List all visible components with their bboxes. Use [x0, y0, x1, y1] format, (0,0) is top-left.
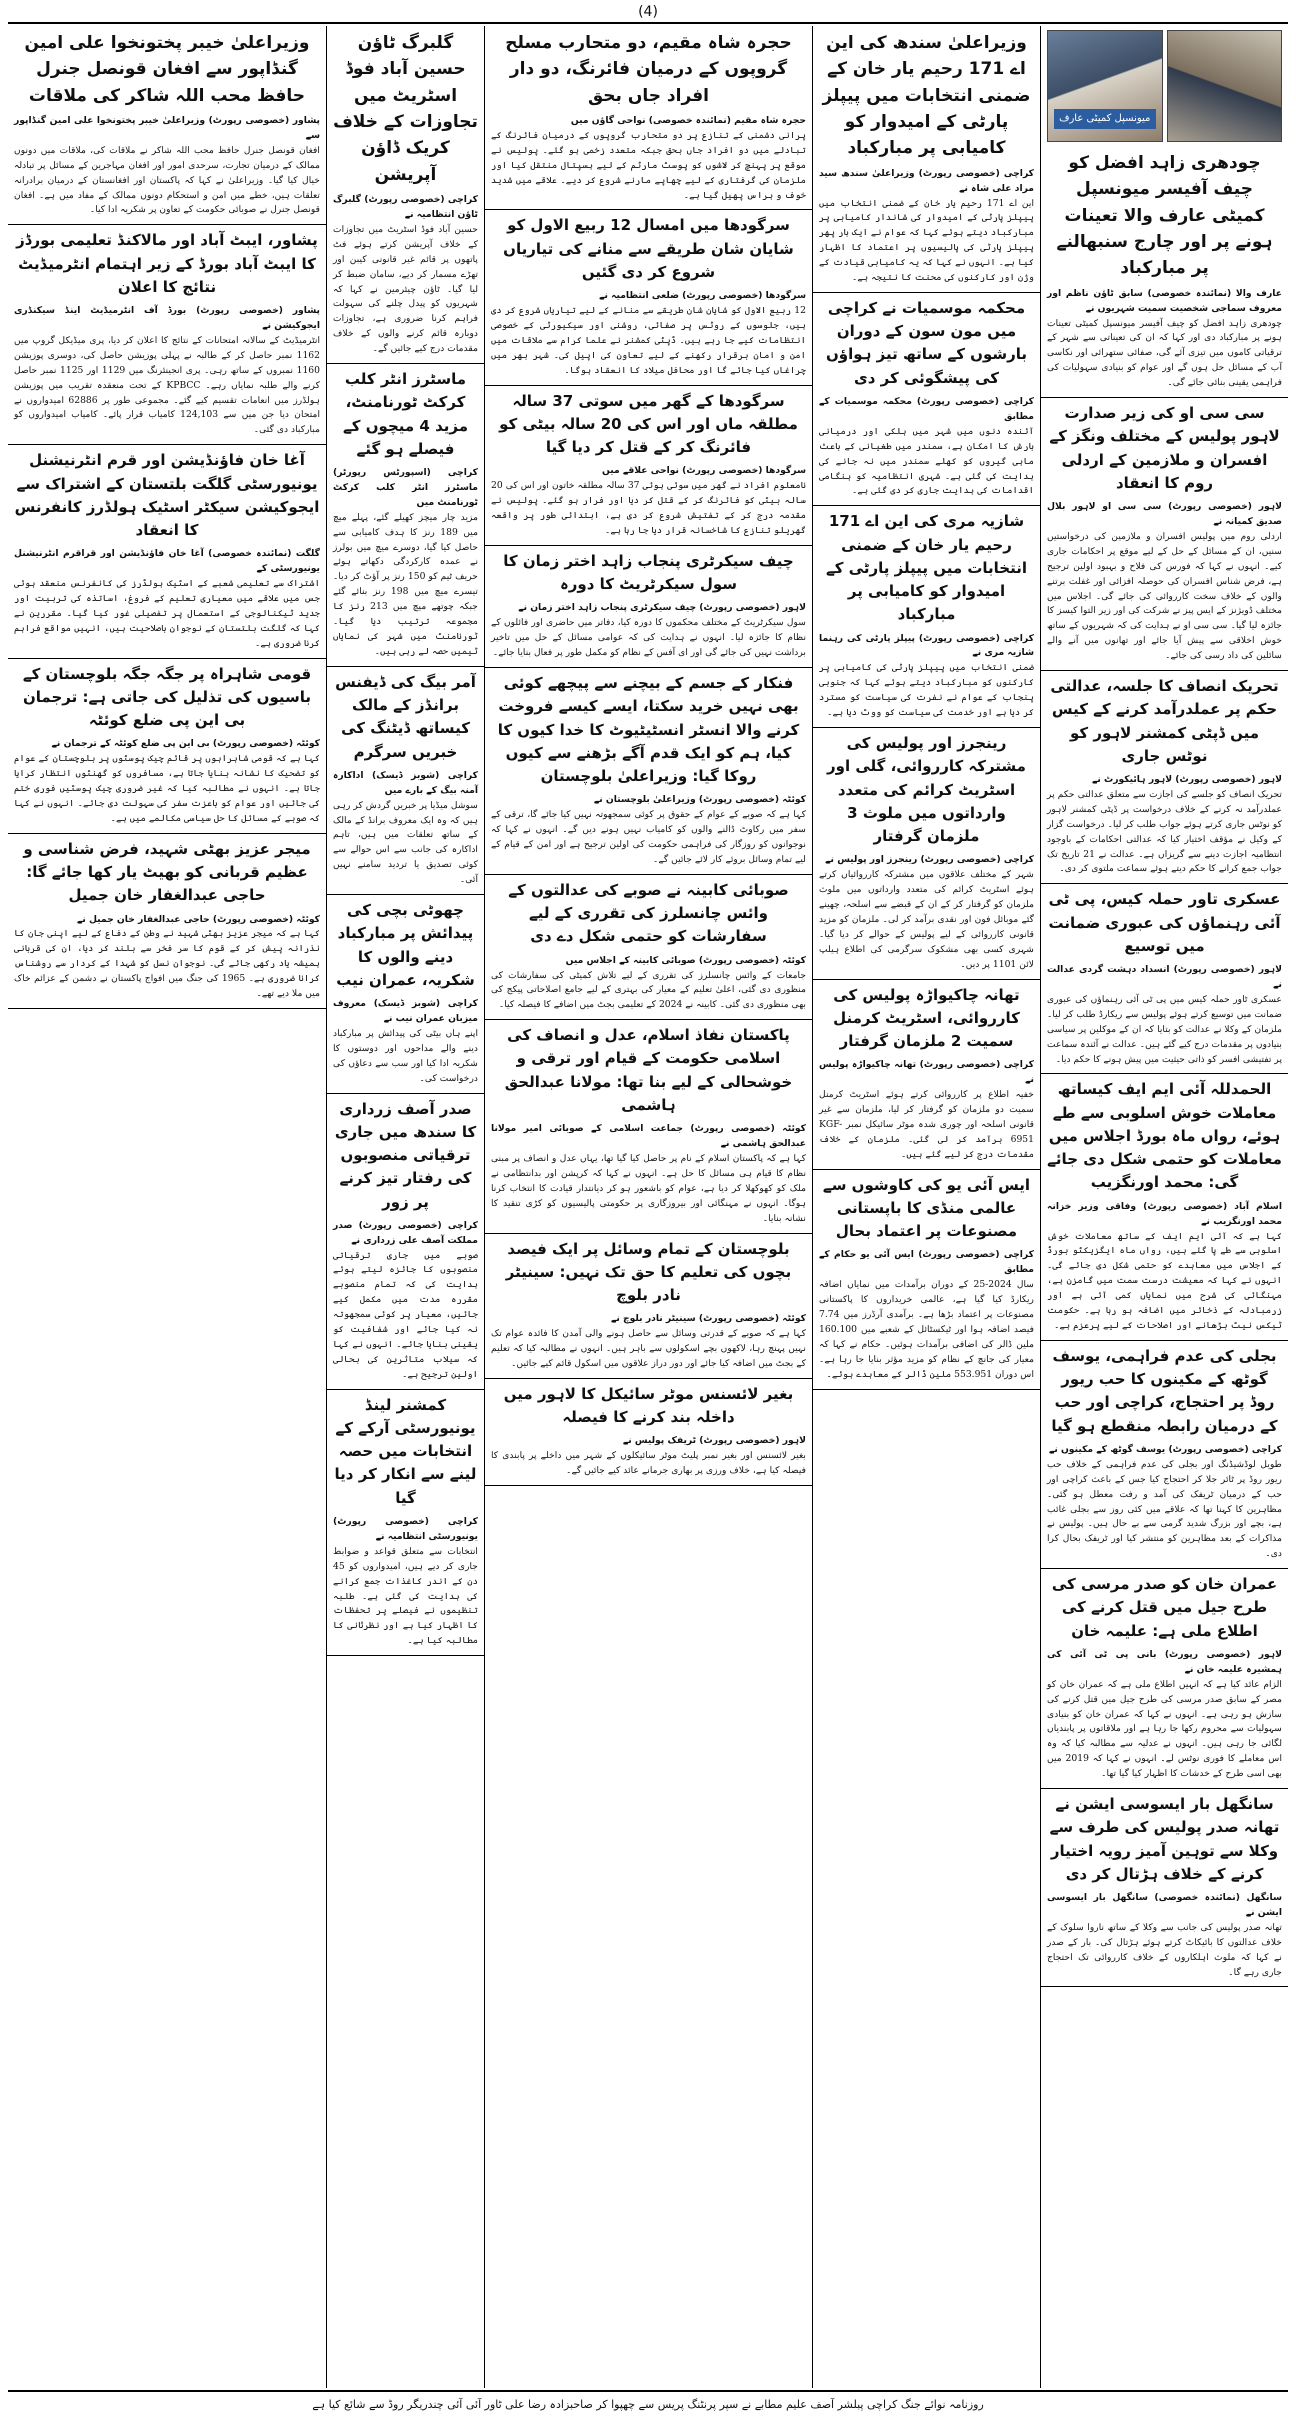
column-1	[1041, 26, 1288, 2388]
story-headline: عمران خان کو صدر مرسی کی طرح جیل میں قتل کرنے کی اطلاع ملی ہے: علیمہ خان	[1051, 1575, 1278, 1640]
story-headline: ماسٹرز انٹر کلب کرکٹ ٹورنامنٹ، مزید 4 میچوں کے فیصلے ہو گئے	[343, 370, 468, 458]
story-body: کہا ہے کہ پاکستان اسلام کے نام پر حاصل کیا گیا تھا، یہاں عدل و انصاف پر مبنی نظام کا قیام ہی مسائل کا حل ہے۔ انہوں نے کہا کہ کرپشن اور بدانتظامی نے ملک کو کھوکھلا کر دیا ہے، عوام کو باشعور ہو کر دیانتدار قیادت کا انتخاب کرنا ہوگا۔ انہوں نے مہنگائی اور بیروزگاری پر حکومتی پالیسیوں کو کڑی تنقید کا نشانہ بنایا۔	[491, 1153, 806, 1224]
news-story	[813, 293, 1040, 506]
story-byline: کوئٹہ (خصوصی رپورٹ) سینیٹر نادر بلوچ نے	[611, 1313, 806, 1325]
story-body: کہا ہے کہ میجر عزیز بھٹی شہید نے وطن کے دفاع کے لیے اپنی جان کا نذرانہ پیش کر کے قوم کا سر فخر سے بلند کر دیا، ان کی قربانی ہمیشہ یاد رکھی جائے گی۔ نوجوان نسل کو شہدا کے کردار سے روشناس کرانا ضروری ہے۔ 1965 کی جنگ میں افواج پاکستان نے دشمن کے عزائم خاک میں ملا دیے تھے۔	[14, 928, 320, 1000]
column-4	[327, 26, 484, 2388]
story-body: خفیہ اطلاع پر کارروائی کرتے ہوئے اسٹریٹ کرمنل سمیت دو ملزمان کو گرفتار کر لیا، ملزمان سے غیر قانونی اسلحہ اور چوری شدہ موٹر سائیکل نمبر KGF-6951 برآمد کر لی گئی۔ ملزمان کے خلاف مقدمات درج کر لیے گئے ہیں۔	[819, 1089, 1034, 1160]
story-body: نامعلوم افراد نے گھر میں سوئی ہوئی 37 سالہ مطلقہ خاتون اور اس کی 20 سالہ بیٹی کو فائرنگ کر کے قتل کر دیا اور فرار ہو گئے۔ پولیس نے مقدمہ درج کر کے تفتیش شروع کر دی ہے، ابتدائی طور پر واقعہ گھریلو تنازع کا شاخسانہ قرار دیا جا رہا ہے۔	[491, 480, 806, 537]
news-story	[1041, 398, 1288, 671]
story-byline: سانگھل (نمائندہ خصوصی) سانگھل بار ایسوسی ایشن نے	[1047, 1892, 1282, 1918]
photo-strip	[1041, 26, 1288, 146]
photo-banner-text: میونسپل کمیٹی عارف	[1054, 109, 1156, 129]
story-headline: سی سی او کی زیر صدارت لاہور پولیس کے مختلف ونگز کے افسران و ملازمین کے اردلی روم کا انعقاد	[1049, 404, 1280, 492]
news-story	[485, 1020, 812, 1233]
story-headline: ایس آئی یو کی کاوشوں سے عالمی منڈی کا باپستانی مصنوعات پر اعتماد بحال	[822, 1175, 1031, 1241]
news-story	[327, 895, 484, 1093]
story-headline: صوبائی کابینہ نے صوبے کی عدالتوں کے وائس چانسلرز کی تقرری کے لیے سفارشات کو حتمی شکل دے دی	[508, 880, 789, 946]
story-headline: چھوٹی بچی کی پیدائش پر مبارکباد دینے والوں کا شکریہ، عمران نیب	[336, 901, 475, 989]
story-body: حسین آباد فوڈ اسٹریٹ میں تجاوزات کے خلاف آپریشن کرتے ہوئے فٹ پاتھوں پر قائم غیر قانونی کیبن اور تھڑے مسمار کر دیے، سامان ضبط کر لیا گیا۔ ٹاؤن چیئرمین نے کہا کہ شہریوں کو پیدل چلنے کی سہولت فراہم کرنا ضروری ہے، تجاوزات دوبارہ قائم کرنے والوں کے خلاف مقدمات درج کیے جائیں گے۔	[333, 223, 478, 355]
news-story	[485, 386, 812, 546]
story-headline: بلوچستان کے تمام وسائل پر ایک فیصد بچوں کی تعلیم کا حق تک نہیں: سینیٹر نادر بلوچ	[505, 1239, 792, 1305]
news-story	[8, 659, 326, 834]
story-headline: آغا خان فاؤنڈیشن اور قرم انٹرنیشنل یونیورسٹی گلگت بلتستان کے اشتراک سے ایجوکیشن سیکٹر اسٹیک ہولڈرز کانفرنس کا انعقاد	[14, 451, 320, 540]
story-headline: بغیر لائسنس موٹر سائیکل کا لاہور میں داخلہ بند کرنے کا فیصلہ	[503, 1384, 794, 1427]
story-body: شہر کے مختلف علاقوں میں مشترکہ کارروائیاں کرتے ہوئے اسٹریٹ کرائم کی متعدد وارداتوں میں ملوث ملزمان کو گرفتار کر کے ان کے قبضے سے اسلحہ، چھینے گئے موبائل فون اور نقدی برآمد کر لی۔ ملزمان کو مزید قانونی کارروائی کے لیے پولیس کے حوالے کر دیا گیا۔ شہری کسی بھی مشکوک سرگرمی کی اطلاع ہیلپ لائن 1101 پر دیں۔	[819, 869, 1034, 970]
story-byline: گلگت (نمائندہ خصوصی) آغا خان فاؤنڈیشن اور قراقرم انٹرنیشنل یونیورسٹی کے	[14, 548, 320, 575]
story-byline: کوئٹہ (خصوصی رپورٹ) جماعت اسلامی کے صوبائی امیر مولانا عبدالحق ہاشمی نے	[491, 1123, 806, 1150]
top-rule	[8, 22, 1288, 24]
news-story	[327, 26, 484, 364]
story-byline: پشاور (خصوصی رپورٹ) بورڈ آف انٹرمیڈیٹ اینڈ سیکنڈری ایجوکیشن نے	[14, 305, 320, 332]
story-byline: سرگودھا (خصوصی رپورٹ) نواحی علاقے میں	[601, 465, 806, 477]
news-story	[813, 980, 1040, 1170]
story-byline: کراچی (خصوصی رپورٹ) گلبرگ ٹاؤن انتظامیہ نے	[333, 194, 478, 220]
news-photo-office	[1047, 30, 1163, 142]
column-divider	[484, 26, 485, 2388]
story-byline: کراچی (خصوصی رپورٹ) یونیورسٹی انتظامیہ نے	[333, 1515, 478, 1542]
column-divider	[1040, 26, 1041, 2388]
story-body: 12 ربیع الاول کو شایان شان طریقے سے منانے کے لیے تیاریاں شروع کر دی ہیں، جلوسوں کے روٹس پر صفائی، روشنی اور سیکیورٹی کے خصوصی انتظامات کیے جا رہے ہیں۔ ڈپٹی کمشنر نے علما کرام سے ملاقات میں امن و امان برقرار رکھنے کے لیے تعاون کی اپیل کی۔ شہر بھر میں چراغاں کیا جائے گا اور محافل میلاد کا انعقاد ہوگا۔	[491, 305, 806, 376]
story-headline: پشاور، ایبٹ آباد اور مالاکنڈ تعلیمی بورڈز کا ایبٹ آباد بورڈ کے زیر اہتمام انٹرمیڈیٹ نتائج کا اعلان	[16, 231, 318, 296]
story-headline: کمشنر لینڈ یونیورسٹی آرکے کے انتخابات میں حصہ لینے سے انکار کر دیا گیا	[334, 1395, 477, 1507]
story-body: پرانی دشمنی کے تنازع پر دو متحارب گروپوں کے درمیان فائرنگ کے تبادلے میں دو افراد جاں بحق جبکہ متعدد زخمی ہو گئے۔ پولیس نے موقع پر پہنچ کر لاشوں کو پوسٹ مارٹم کے لیے ہسپتال منتقل کیا اور ملزمان کی گرفتاری کے لیے چھاپے مارنے شروع کر دیے۔ علاقے میں شدید خوف و ہراس پھیل گیا ہے۔	[491, 129, 806, 201]
story-byline: لاہور (خصوصی رپورٹ) لاہور ہائیکورٹ نے	[1091, 774, 1282, 786]
story-body: انتخابات سے متعلق قواعد و ضوابط جاری کر دیے ہیں، امیدواروں کو 45 دن کے اندر کاغذات جمع کرانے کی ہدایت کی گئی ہے۔ طلبہ تنظیموں نے فیصلے پر تحفظات کا اظہار کیا ہے اور نظرثانی کا مطالبہ کیا ہے۔	[333, 1545, 478, 1647]
news-story	[1041, 1341, 1288, 1569]
story-headline: محکمہ موسمیات نے کراچی میں مون سون کے دوران بارشوں کے ساتھ تیز ہواؤں کی پیشگوئی کر دی	[825, 298, 1028, 387]
footer-imprint: روزنامہ نوائے جنگ کراچی پبلشر آصف علیم مطابے نے سپر پرنٹنگ پریس سے چھپوا کر صاحبزادہ رضا علی ٹاور آئی آئی چندریگر روڈ سے شائع کیا ہے	[8, 2390, 1288, 2411]
news-story	[327, 1390, 484, 1656]
story-body: بغیر لائسنس اور بغیر نمبر پلیٹ موٹر سائیکلوں کے شہر میں داخلے پر پابندی کا فیصلہ کیا ہے، خلاف ورزی پر بھاری جرمانے عائد کیے جائیں گے۔	[491, 1450, 806, 1477]
news-story	[1041, 1789, 1288, 1987]
story-body: کہا ہے کہ قومی شاہراہوں پر قائم چیک پوسٹوں پر بلوچستان کے عوام کو تضحیک کا نشانہ بنایا جاتا ہے، مسافروں کو گھنٹوں انتظار کرایا جاتا ہے۔ انہوں نے مطالبہ کیا کہ غیر ضروری چیک پوسٹیں فوری ختم کی جائیں اور عوام کو باعزت سفر کی سہولت دی جائے۔ انہوں نے کہا کہ صوبے کے مسائل کا حل سیاسی مکالمے میں ہے۔	[14, 753, 320, 824]
story-body: اپنے ہاں بیٹی کی پیدائش پر مبارکباد دینے والے مداحوں اور دوستوں کا شکریہ ادا کیا اور سب سے دعاؤں کی درخواست کی۔	[333, 1027, 478, 1084]
story-body: کہا ہے کہ آئی ایم ایف کے ساتھ معاملات خوش اسلوبی سے طے پا گئے ہیں، رواں ماہ ایگزیکٹو بورڈ کے اجلاس میں معاہدے کو حتمی شکل دی جائے گی۔ انہوں نے کہا کہ معیشت درست سمت میں گامزن ہے، مہنگائی کی شرح میں نمایاں کمی آئی ہے اور زرمبادلہ کے ذخائر میں اضافہ ہو رہا ہے۔ حکومت ٹیکس نیٹ بڑھانے اور اصلاحات کے لیے پرعزم ہے۔	[1047, 1230, 1282, 1331]
story-body: آئندہ دنوں میں شہر میں ہلکی اور درمیانی بارش کا امکان ہے، سمندر میں طغیانی کے باعث ماہی گیروں کو کھلے سمندر میں نہ جانے کی ہدایت کی گئی ہے۔ شہری انتظامیہ کو ہنگامی اقدامات کی ہدایت جاری کر دی گئی ہے۔	[819, 425, 1034, 497]
news-story	[813, 1170, 1040, 1390]
story-byline: لاہور (خصوصی رپورٹ) چیف سیکرٹری پنجاب زاہد اختر زمان نے	[518, 602, 806, 614]
news-story	[813, 26, 1040, 293]
column-divider	[812, 26, 813, 2388]
story-byline: لاہور (خصوصی رپورٹ) سی سی او لاہور بلال صدیق کمیانہ نے	[1047, 501, 1282, 527]
story-headline: وزیراعلیٰ سندھ کی این اے 171 رحیم یار خان کے ضمنی انتخابات میں پیپلز پارٹی کے امیدوار کو کامیابی پر مبارکباد	[822, 33, 1031, 159]
news-story	[485, 668, 812, 875]
news-story	[8, 225, 326, 445]
news-story	[8, 834, 326, 1009]
news-story	[485, 210, 812, 385]
news-story	[813, 728, 1040, 980]
news-story	[485, 1379, 812, 1486]
story-body: الزام عائد کیا ہے کہ انہیں اطلاع ملی ہے کہ عمران خان کو مصر کے سابق صدر مرسی کی طرح جیل میں قتل کرنے کی سازش ہو رہی ہے۔ انہوں نے کہا کہ عمران خان کو بنیادی سہولیات سے محروم رکھا جا رہا ہے اور ملاقاتوں پر پابندیاں لگائی جا رہی ہیں۔ انہوں نے عدلیہ سے مطالبہ کیا کہ وہ اس معاملے کا فوری نوٹس لے۔ انہوں نے کہا کہ 2019 میں بھی اسی طرح کے خدشات کا اظہار کیا گیا تھا۔	[1047, 1678, 1283, 1780]
story-headline: الحمدللہ آئی ایم ایف کیساتھ معاملات خوش اسلوبی سے طے ہوئے، رواں ماہ بورڈ اجلاس میں معاملات کو حتمی شکل دی جائے گی: محمد اورنگزیب	[1047, 1080, 1282, 1192]
story-byline: پشاور (خصوصی رپورٹ) وزیراعلیٰ خیبر پختونخوا علی امین گنڈاپور سے	[14, 115, 320, 141]
story-byline: کراچی (خصوصی رپورٹ) یوسف گوٹھ کے مکینوں نے	[1048, 1443, 1282, 1455]
story-body: تحریک انصاف کو جلسے کی اجازت سے متعلق عدالتی حکم پر عملدرآمد نہ کرنے کے خلاف درخواست پر ڈپٹی کمشنر لاہور کو نوٹس جاری کرتے ہوئے جواب طلب کر لیا۔ درخواست گزار کے وکیل نے مؤقف اختیار کیا کہ عدالتی احکامات کے باوجود انتظامیہ اجازت دینے سے گریزاں ہے۔ عدالت نے 21 تاریخ تک جواب جمع کرانے کا حکم دیتے ہوئے سماعت ملتوی کر دی۔	[1047, 788, 1282, 875]
story-body: چودھری زاہد افضل کو چیف آفیسر میونسپل کمیٹی تعینات ہونے پر مبارکباد دی اور کہا کہ ان کی تعیناتی سے شہر کے ترقیاتی کاموں میں تیزی آئے گی، صفائی ستھرائی اور نکاسی آب کے مسائل حل ہوں گے اور عوام کو بنیادی سہولیات کی فراہمی یقینی بنائی جائے گی۔	[1047, 317, 1282, 389]
story-headline: قومی شاہراہ پر جگہ جگہ بلوچستان کے باسیوں کی تذلیل کی جاتی ہے: ترجمان بی این پی ضلع کوئٹہ	[22, 664, 312, 730]
news-story	[1041, 146, 1288, 398]
news-story	[1041, 1074, 1288, 1340]
story-headline: وزیراعلیٰ خیبر پختونخوا علی امین گنڈاپور سے افغان قونصل جنرل حافظ محب اللہ شاکر کی ملاقات	[24, 33, 310, 106]
column-divider	[326, 26, 327, 2388]
column-2	[813, 26, 1040, 2388]
story-byline: کراچی (خصوصی رپورٹ) تھانہ چاکیواڑہ پولیس نے	[819, 1059, 1034, 1086]
news-story	[1041, 1569, 1288, 1789]
story-body: عسکری ٹاور حملہ کیس میں پی ٹی آئی رہنماؤں کی عبوری ضمانت میں توسیع کرتے ہوئے پولیس سے ریکارڈ طلب کر لیا۔ ملزمان کے وکلا نے عدالت کو بتایا کہ ان کے موکلین پر سیاسی بنیادوں پر مقدمات درج کیے گئے ہیں۔ عدالت نے آئندہ سماعت پر تفتیشی افسر کو ذاتی حیثیت میں پیش ہونے کا حکم دیا۔	[1047, 993, 1282, 1065]
news-story	[327, 364, 484, 667]
story-headline: میجر عزیز بھٹی شہید، فرض شناسی و عظیم قربانی کو بھیٹ یار کھا جائے گا: حاجی عبدالغفار خان جمیل	[23, 839, 311, 905]
story-body: اردلی روم میں پولیس افسران و ملازمین کی درخواستیں سنیں، ان کے مسائل کے حل کے لیے موقع پر احکامات جاری کیے۔ انہوں نے کہا کہ فورس کی فلاح و بہبود اولین ترجیح ہے، فرض شناس افسران کی حوصلہ افزائی اور غفلت برتنے والوں کے خلاف سخت کارروائی کی جائے گی۔ اجلاس میں مختلف ڈویژنز کے ایس پیز نے شرکت کی اور زیر التوا کیسز کا جائزہ لیا گیا۔ سی سی او نے ہدایت کی کہ شہریوں کے ساتھ خوش اخلاقی سے پیش آیا جائے اور تھانوں میں آنے والے سائلین کی داد رسی کی جائے۔	[1047, 530, 1282, 662]
story-body: تھانہ صدر پولیس کی جانب سے وکلا کے ساتھ ناروا سلوک کے خلاف عدالتوں کا بائیکاٹ کرتے ہوئے ہڑتال کی۔ بار کے صدر نے کہا کہ ملوث اہلکاروں کے خلاف کارروائی تک احتجاج جاری رہے گا۔	[1047, 1921, 1282, 1978]
news-story	[485, 1234, 812, 1379]
story-body: کہا ہے کہ صوبے کے عوام کے حقوق پر کوئی سمجھوتہ نہیں کیا جائے گا، ترقی کے سفر میں رکاوٹ ڈالنے والوں کو کامیاب نہیں ہونے دیں گے۔ انہوں نے کہا کہ نوجوانوں کو روزگار کی فراہمی حکومت کی اولین ترجیح ہے اور امن کے قیام کے لیے تمام وسائل بروئے کار لائے جائیں گے۔	[491, 809, 806, 865]
story-byline: عارف والا (نمائندہ خصوصی) سابق ٹاؤن ناظم اور معروف سماجی شخصیت سمیت شہریوں نے	[1047, 287, 1282, 314]
story-body: سال 2024-25 کے دوران برآمدات میں نمایاں اضافہ ریکارڈ کیا گیا ہے، عالمی خریداروں کا پاکستانی مصنوعات پر اعتماد بڑھا ہے۔ برآمدی آرڈرز میں 7.74 فیصد اضافہ ہوا اور ٹیکسٹائل کے شعبے میں 160.100 ملین ڈالر کی اضافی برآمدات ہوئیں۔ حکام نے کہا کہ معیار کی جانچ کے نظام کو مزید مؤثر بنایا جا رہا ہے۔ اس دوران 553.951 ملین ڈالر کے معاہدے ہوئے۔	[819, 1279, 1034, 1380]
story-headline: تھانہ چاکیواڑہ پولیس کی کارروائی، اسٹریٹ کرمنل سمیت 2 ملزمان گرفتار	[833, 985, 1020, 1050]
story-byline: حجرہ شاہ مقیم (نمائندہ خصوصی) نواحی گاؤں میں	[570, 115, 806, 127]
story-headline: صدر آصف زرداری کا سندھ میں جاری ترقیاتی منصوبوں کی رفتار تیز کرنے پر زور	[334, 1099, 477, 1211]
news-story	[485, 875, 812, 1020]
story-body: جامعات کے وائس چانسلرز کی تقرری کے لیے تلاش کمیٹی کی سفارشات کی منظوری دی گئی، اعلیٰ تعلیم کے معیار کی بہتری کے لیے جامع اصلاحاتی پیکج کی بھی منظوری دی گئی۔ کابینہ نے 2024 کے تعلیمی بجٹ میں اضافے کا فیصلہ کیا۔	[491, 969, 806, 1011]
story-headline: بجلی کی عدم فراہمی، یوسف گوٹھ کے مکینوں کا حب ریور روڈ پر احتجاج، کراچی اور حب کے درمیان رابطہ منقطع ہو گیا	[1051, 1346, 1278, 1435]
story-body: سول سیکرٹریٹ کے مختلف محکموں کا دورہ کیا، دفاتر میں حاضری اور فائلوں کے نظام کا جائزہ لیا۔ انہوں نے ہدایت کی کہ عوامی مسائل کے حل میں تاخیر برداشت نہیں کی جائے گی اور ای آفس کے نظام کو مکمل طور پر فعال بنایا جائے۔	[491, 617, 806, 659]
story-byline: لاہور (خصوصی رپورٹ) ٹریفک پولیس نے	[622, 1435, 806, 1447]
story-body: صوبے میں جاری ترقیاتی منصوبوں کا جائزہ لیتے ہوئے ہدایت کی کہ تمام منصوبے مقررہ مدت میں مکمل کیے جائیں، معیار پر کوئی سمجھوتہ نہ کیا جائے اور شفافیت کو یقینی بنایا جائے۔ انہوں نے کہا کہ سیلاب متاثرین کی بحالی اولین ترجیح ہے۔	[333, 1249, 478, 1380]
news-story	[8, 26, 326, 225]
news-story	[1041, 671, 1288, 884]
story-headline: سرگودھا میں امسال 12 ربیع الاول کو شایان شان طریقے سے منانے کی تیاریاں شروع کر دی گئیں	[503, 216, 794, 281]
story-body: کہا ہے کہ صوبے کے قدرتی وسائل سے حاصل ہونے والی آمدن کا فائدہ عوام تک نہیں پہنچ رہا، لاکھوں بچے اسکولوں سے باہر ہیں۔ انہوں نے مطالبہ کیا کہ تعلیم کے بجٹ میں اضافہ کیا جائے اور دور دراز علاقوں میں اسکول قائم کیے جائیں۔	[491, 1328, 806, 1370]
story-headline: چیف سیکرٹری پنجاب زاہد اختر زمان کا سول سیکرٹریٹ کا دورہ	[503, 551, 794, 594]
page-number: (4)	[638, 4, 658, 20]
story-headline: چودھری زاہد افضل کو چیف آفیسر میونسپل کمیٹی عارف والا تعینات ہونے پر اور چارج سنبھالنے پر مبارکباد	[1056, 153, 1273, 279]
story-byline: کراچی (خصوصی رپورٹ) محکمہ موسمیات کے مطابق	[819, 395, 1034, 422]
story-body: ضمنی انتخاب میں پیپلز پارٹی کی کامیابی پر کارکنوں کو مبارکباد دیتے ہوئے کہا کہ جنوبی پنجاب کے عوام نے نفرت کی سیاست کو مسترد کر دیا ہے اور خدمت کی سیاست کو ووٹ دیا ہے۔	[819, 662, 1034, 719]
story-body: اشتراک سے تعلیمی شعبے کے اسٹیک ہولڈرز کی کانفرنس منعقد ہوئی جس میں علاقے میں معیاری تعلیم کے فروغ، اساتذہ کی تربیت اور جدید ٹیکنالوجی کے استعمال پر تفصیلی غور کیا گیا۔ مقررین نے کہا کہ گلگت بلتستان کے نوجوان باصلاحیت ہیں، انہیں مواقع فراہم کرنا ضروری ہے۔	[14, 578, 320, 649]
story-headline: عسکری تاور حملہ کیس، پی ٹی آئی رہنماؤں کی عبوری ضمانت میں توسیع	[1048, 890, 1281, 955]
story-byline: کراچی (خصوصی رپورٹ) ایس آئی یو حکام کے مطابق	[819, 1249, 1034, 1276]
story-body: افغان قونصل جنرل حافظ محب اللہ شاکر نے ملاقات کی، ملاقات میں دونوں ممالک کے درمیان تجارت، سرحدی امور اور افغان مہاجرین کے مسائل پر تبادلہ خیال کیا گیا۔ وزیراعلیٰ نے کہا کہ پاکستان اور افغانستان کے درمیان برادرانہ تعلقات ہیں، خطے میں امن و استحکام دونوں ممالک کے مفاد میں ہے۔ افغان قونصل جنرل نے صوبائی حکومت کے تعاون پر شکریہ ادا کیا۔	[14, 144, 320, 216]
story-body: سوشل میڈیا پر خبریں گردش کر رہی ہیں کہ وہ ایک معروف برانڈ کے مالک کے ساتھ تعلقات میں ہیں، تاہم اداکارہ کی جانب سے اس حوالے سے کوئی تصدیق یا تردید سامنے نہیں آئی۔	[333, 799, 478, 886]
story-headline: شازیہ مری کی این اے 171 رحیم یار خان کے ضمنی انتخابات میں پیپلز پارٹی کے امیدوار کو کامیابی پر مبارکباد	[825, 512, 1028, 624]
story-byline: کراچی (شوبز ڈیسک) معروف میزبان عمران نیب نے	[333, 998, 478, 1024]
news-story	[1041, 884, 1288, 1074]
story-headline: تحریک انصاف کا جلسہ، عدالتی حکم پر عملدرآمد کرنے کے کیس میں ڈپٹی کمشنر لاہور کو نوٹس جاری	[1050, 677, 1279, 765]
story-byline: سرگودھا (خصوصی رپورٹ) ضلعی انتظامیہ نے	[599, 290, 806, 302]
story-byline: کوئٹہ (خصوصی رپورٹ) وزیراعلیٰ بلوچستان نے	[593, 794, 806, 806]
news-story	[327, 1094, 484, 1390]
news-story	[327, 667, 484, 895]
story-byline: لاہور (خصوصی رپورٹ) انسداد دہشت گردی عدالت نے	[1047, 964, 1282, 991]
news-story	[813, 506, 1040, 728]
column-5	[8, 26, 326, 2388]
news-story	[485, 26, 812, 210]
story-byline: کراچی (خصوصی رپورٹ) رینجرز اور پولیس نے	[825, 854, 1034, 866]
story-headline: رینجرز اور پولیس کی مشترکہ کارروائی، گلی اور اسٹریٹ کرائم کی متعدد وارداتوں میں ملوث 3 ملزمان گرفتار	[827, 734, 1026, 845]
story-headline: سرگودھا کے گھر میں سوتی 37 سالہ مطلقہ ماں اور اس کی 20 سالہ بیٹی کو فائرنگ کر کے قتل کر دیا گیا	[499, 391, 798, 457]
story-body: انٹرمیڈیٹ کے سالانہ امتحانات کے نتائج کا اعلان کر دیا، پری میڈیکل گروپ میں 1162 نمبر حاصل کر کے طالبہ نے پہلی پوزیشن حاصل کی، دوسری پوزیشن 1160 نمبروں کے ساتھ رہی۔ پری انجینئرنگ میں 1129 اور 1125 نمبر حاصل کرنے والے طلبہ نمایاں رہے۔ KPBCC کے تحت منعقدہ تقریب میں پوزیشن ہولڈرز میں انعامات تقسیم کیے گئے۔ مجموعی طور پر 62886 امیدواروں نے امتحان دیا جن میں سے 124,103 کامیاب قرار پائے۔ کامیاب امیدواروں کو مبارکباد دی گئی۔	[14, 334, 321, 436]
story-byline: لاہور (خصوصی رپورٹ) بانی پی ٹی آئی کی ہمشیرہ علیمہ خان نے	[1047, 1648, 1282, 1675]
news-photo-group	[1167, 30, 1283, 142]
story-headline: سانگھل بار ایسوسی ایشن نے تھانہ صدر پولیس کی طرف سے وکلا سے توہین آمیز رویہ اختیار کرنے کے خلاف ہڑتال کر دی	[1049, 1795, 1280, 1883]
story-body: این اے 171 رحیم یار خان کے ضمنی انتخاب میں پیپلز پارٹی کے امیدوار کی شاندار کامیابی پر مبارکباد دیتے ہوئے کہا کہ عوام نے ایک بار پھر پیپلز پارٹی کی پالیسیوں پر اعتماد کا اظہار کیا ہے۔ انہوں نے کہا کہ یہ کامیابی قیادت کے وژن اور کارکنوں کی محنت کا نتیجہ ہے۔	[819, 197, 1034, 284]
story-body: مزید چار میچز کھیلے گئے، پہلے میچ میں 189 رنز کا ہدف کامیابی سے حاصل کیا گیا، دوسرے میچ میں بولرز نے عمدہ کارکردگی دکھاتے ہوئے حریف ٹیم کو 150 رنز پر آؤٹ کر دیا۔ تیسرے میچ میں 198 رنز بنائے گئے جبکہ چوتھے میچ میں 213 رنز کا مجموعہ ترتیب دیا گیا۔ ٹورنامنٹ میں شہر کی نمایاں ٹیمیں حصہ لے رہی ہیں۔	[333, 511, 479, 657]
news-story	[8, 445, 326, 658]
story-byline: کراچی (خصوصی رپورٹ) صدر مملکت آصف علی زرداری نے	[333, 1219, 478, 1246]
story-byline: کراچی (خصوصی رپورٹ) وزیراعلیٰ سندھ سید مراد علی شاہ نے	[819, 167, 1034, 194]
story-byline: کوئٹہ (خصوصی رپورٹ) بی این پی ضلع کوئٹہ کے ترجمان نے	[51, 738, 320, 750]
story-byline: اسلام آباد (خصوصی رپورٹ) وفاقی وزیر خزانہ محمد اورنگزیب نے	[1047, 1200, 1282, 1227]
story-headline: فنکار کے جسم کے بیچنے سے پیچھے کوئی بھی نہیں خرید سکتا، ایسے کیسے فروخت کرنے والا انسٹر انسٹیٹیوٹ کا خدا کیوں کا کیا، ہم کو ایک قدم آگے بڑھنے سے کیوں روکا گیا: وزیراعلیٰ بلوچستان	[497, 674, 800, 786]
story-byline: کوئٹہ (خصوصی رپورٹ) حاجی عبدالغفار خان جمیل نے	[76, 913, 320, 925]
story-headline: حجرہ شاہ مقیم، دو متحارب مسلح گروپوں کے درمیان فائرنگ، دو دار افراد جاں بحق	[505, 33, 792, 106]
column-3	[485, 26, 812, 2388]
story-byline: کراچی (اسپورٹس رپورٹر) ماسٹرز انٹر کلب کرکٹ ٹورنامنٹ میں	[333, 467, 478, 508]
story-byline: کوئٹہ (خصوصی رپورٹ) صوبائی کابینہ کے اجلاس میں	[565, 954, 806, 966]
story-headline: آمر بیگ کی ڈیفنس برانڈز کے مالک کیساتھ ڈیٹنگ کی خبریں سرگرم	[335, 672, 476, 761]
story-body: طویل لوڈشیڈنگ اور بجلی کی عدم فراہمی کے خلاف حب ریور روڈ پر ٹائر جلا کر احتجاج کیا جس کے باعث کراچی اور حب کے درمیان ٹریفک کی آمد و رفت معطل ہو گئی۔ مظاہرین کا کہنا تھا کہ علاقے میں کئی روز سے بجلی غائب ہے، بچے اور بزرگ شدید گرمی سے بے حال ہیں۔ پولیس نے مذاکرات کے بعد مظاہرین کو منتشر کیا اور ٹریفک بحال کرا دی۔	[1047, 1458, 1282, 1560]
story-headline: پاکستان نفاذ اسلام، عدل و انصاف کی اسلامی حکومت کے قیام اور ترقی و خوشحالی کے لیے بنا تھا: مولانا عبدالحق ہاشمی	[504, 1026, 793, 1114]
story-byline: کراچی (خصوصی رپورٹ) پیپلز پارٹی کی رہنما شازیہ مری نے	[819, 632, 1034, 659]
news-story	[485, 546, 812, 668]
story-byline: کراچی (شوبز ڈیسک) اداکارہ آمنہ بیگ کے بارے میں	[333, 769, 478, 796]
story-headline: گلبرگ ٹاؤن حسین آباد فوڈ اسٹریٹ میں تجاوزات کے خلاف کریک ڈاؤن آپریشن	[333, 33, 478, 185]
